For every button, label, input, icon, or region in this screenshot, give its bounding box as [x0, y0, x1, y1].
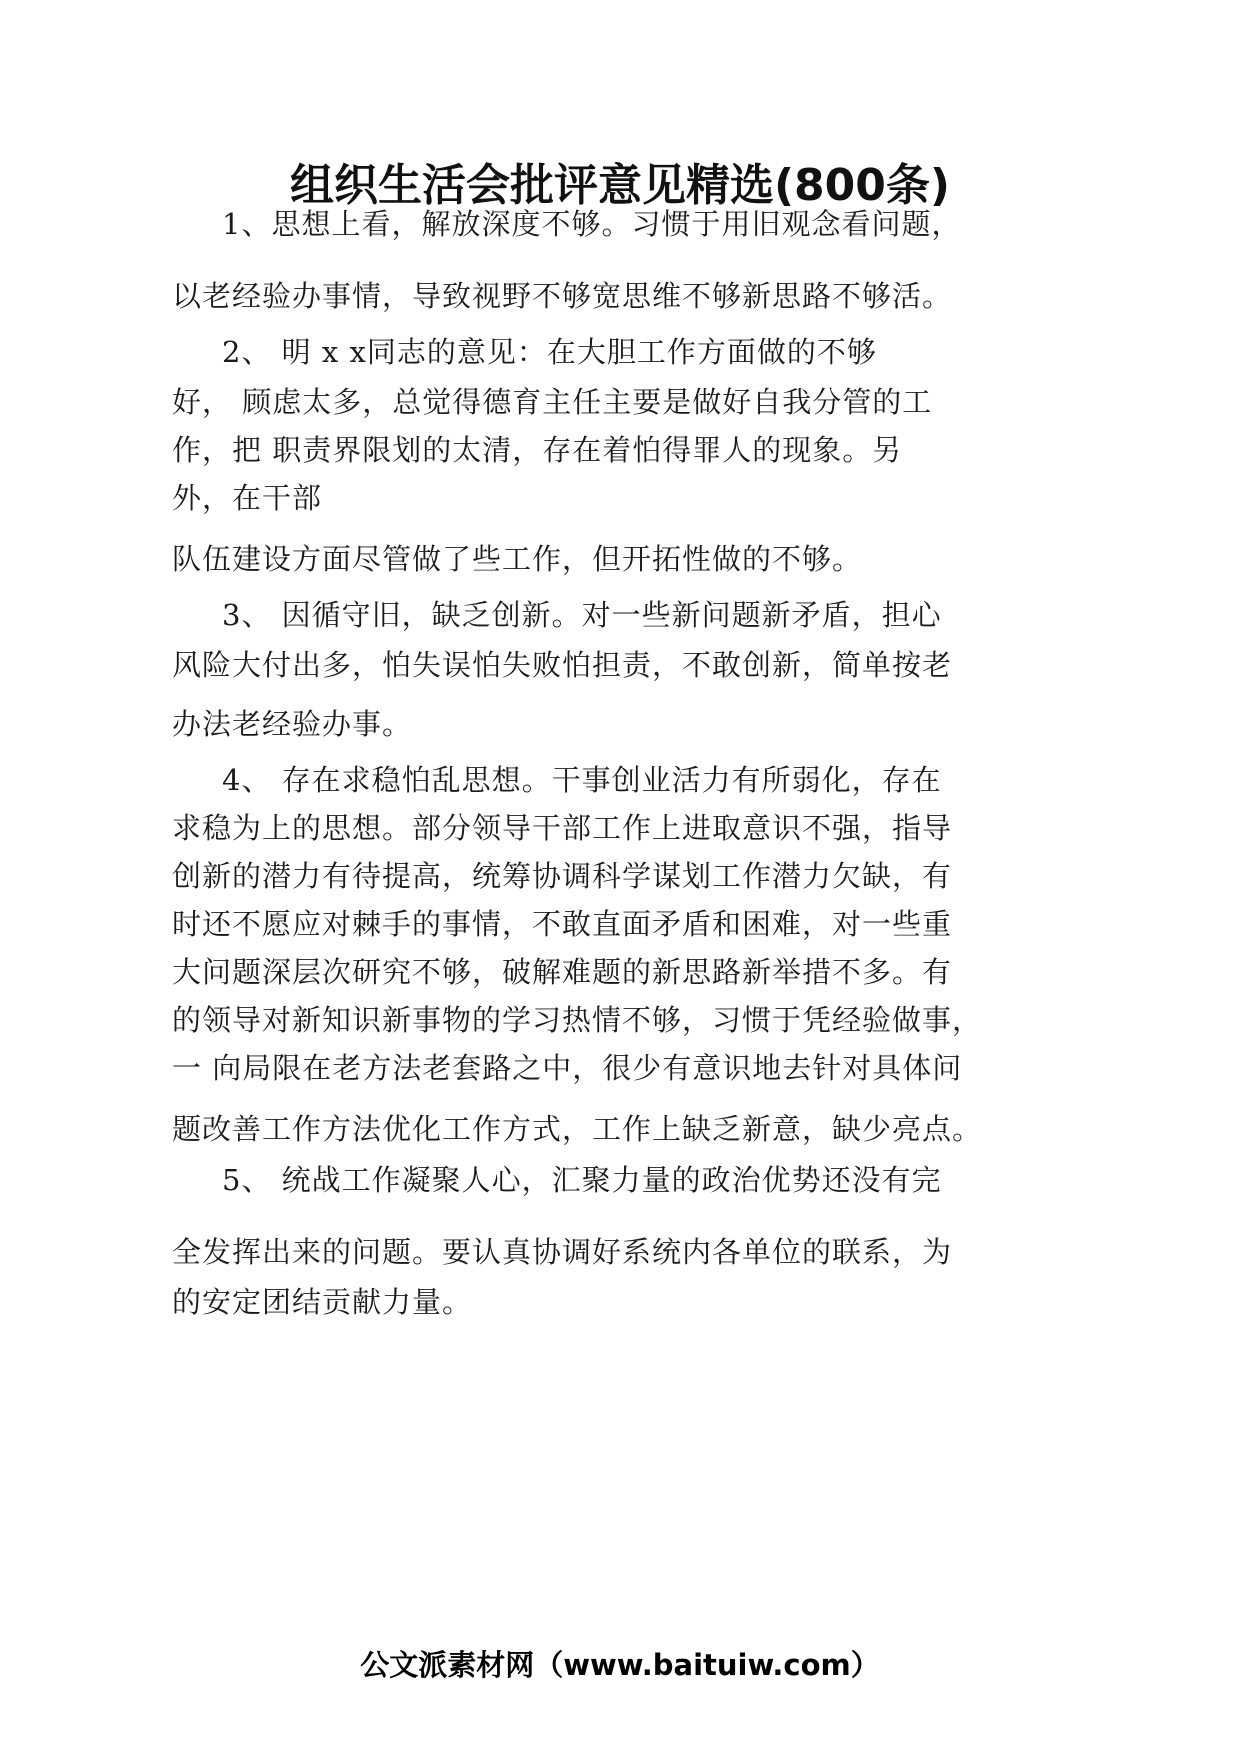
text-line-19: 5、 统战工作凝聚人心，汇聚力量的政治优势还没有完: [222, 1163, 942, 1197]
text-line-17: 一 向局限在老方法老套路之中，很少有意识地去针对具体问: [172, 1051, 963, 1085]
site-footer: 公文派素材网（www.baituiw.com）: [360, 1648, 880, 1682]
text-line-13: 创新的潜力有待提高，统筹协调科学谋划工作潜力欠缺，有: [172, 859, 953, 893]
text-line-18: 题改善工作方法优化工作方式，工作上缺乏新意，缺少亮点。: [172, 1112, 983, 1146]
text-line-8: 3、 因循守旧，缺乏创新。对一些新问题新矛盾，担心: [222, 598, 942, 632]
text-line-3: 2、 明 x x同志的意见：在大胆工作方面做的不够: [222, 335, 877, 369]
text-line-9: 风险大付出多，怕失误怕失败怕担责，不敢创新，简单按老: [172, 648, 953, 682]
text-line-4: 好， 顾虑太多，总觉得德育主任主要是做好自我分管的工: [172, 385, 933, 419]
text-line-6: 外，在干部: [172, 481, 323, 515]
text-line-15: 大问题深层次研究不够，破解难题的新思路新举措不多。有: [172, 955, 953, 989]
text-line-20: 全发挥出来的问题。要认真协调好系统内各单位的联系，为: [172, 1235, 953, 1269]
text-line-10: 办法老经验办事。: [172, 707, 413, 741]
text-line-14: 时还不愿应对棘手的事情，不敢直面矛盾和困难，对一些重: [172, 907, 953, 941]
document-title: 组织生活会批评意见精选(800条): [289, 160, 951, 211]
text-line-1: 1、思想上看，解放深度不够。习惯于用旧观念看问题，: [222, 207, 962, 241]
text-line-5: 作，把 职责界限划的太清，存在着怕得罪人的现象。另: [172, 433, 903, 467]
text-line-2: 以老经验办事情，导致视野不够宽思维不够新思路不够活。: [172, 279, 953, 313]
text-line-21: 的安定团结贡献力量。: [172, 1285, 473, 1319]
text-line-16: 的领导对新知识新事物的学习热情不够，习惯于凭经验做事，: [172, 1003, 983, 1037]
text-line-12: 求稳为上的思想。部分领导干部工作上进取意识不强，指导: [172, 811, 953, 845]
text-line-7: 队伍建设方面尽管做了些工作，但开拓性做的不够。: [172, 542, 863, 576]
text-line-11: 4、 存在求稳怕乱思想。干事创业活力有所弱化，存在: [222, 763, 942, 797]
